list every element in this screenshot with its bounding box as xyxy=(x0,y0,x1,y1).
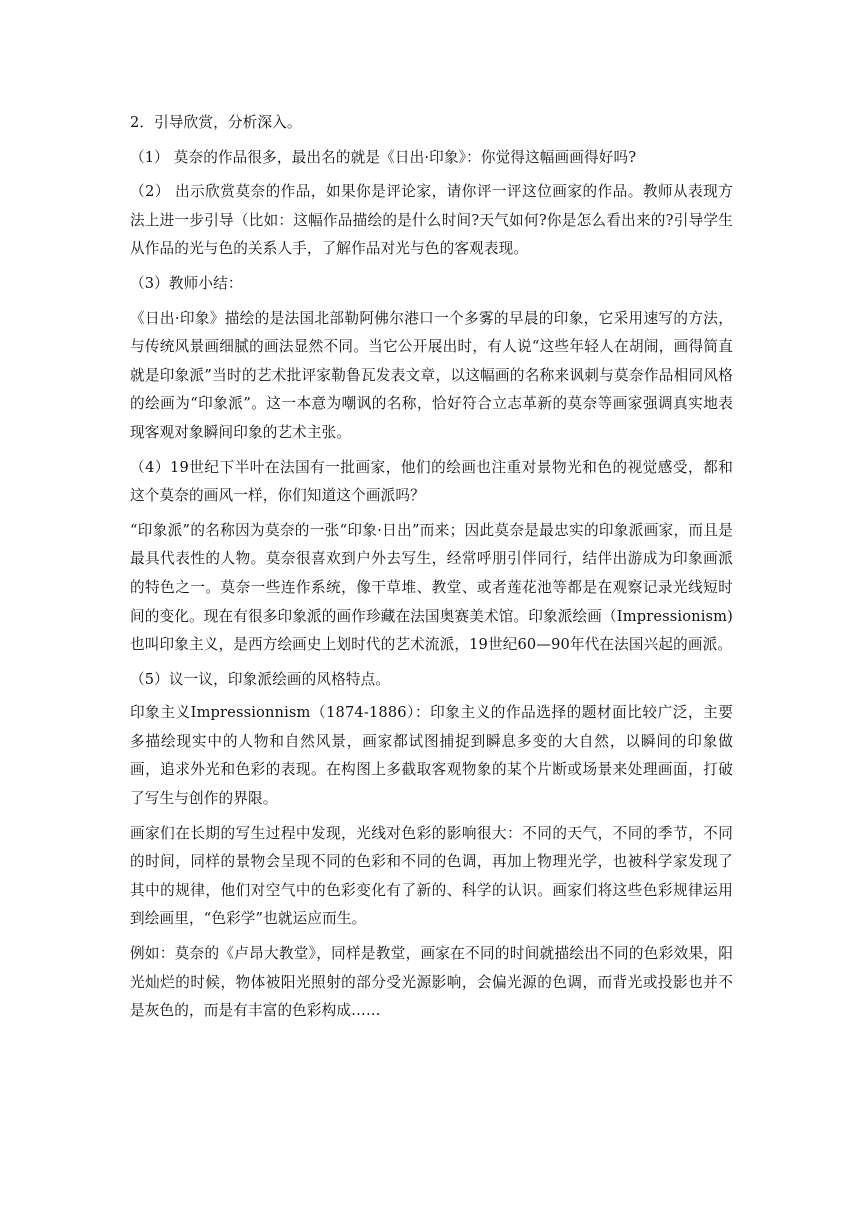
summary-paragraph: 《日出·印象》描绘的是法国北部勒阿佛尔港口一个多雾的早晨的印象，它采用速写的方法，与传统风景画细腻的画法显然不同。当它公开展出时，有人说“这些年轻人在胡闹，画得简直就是印象派”当时的艺术批评家勒鲁瓦发表文章，以这幅画的名称来讽刺与莫奈作品相同风格的绘画为“印象派”。这一本意为嘲讽的名称，恰好符合立志革新的莫奈等画家强调真实地表现客观对象瞬间印象的艺术主张。 xyxy=(130,309,733,441)
color-science-paragraph: 画家们在长期的写生过程中发现，光线对色彩的影响很大：不同的天气，不同的季节，不同的时间，同样的景物会呈现不同的色彩和不同的色调，再加上物理光学，也被科学家发现了其中的规律，他们对空气中的色彩变化有了新的、科学的认识。画家们将这些色彩规律运用到绘画里，“色彩学”也就运应而生。 xyxy=(130,824,733,928)
question-1: （1） 莫奈的作品很多，最出名的就是《日出·印象》：你觉得这幅画画得好吗? xyxy=(130,148,637,166)
section-heading-2: 2．引导欣赏，分析深入。 xyxy=(130,114,302,131)
question-5: （5）议一议，印象派绘画的风格特点。 xyxy=(130,670,391,688)
question-2: （2） 出示欣赏莫奈的作品，如果你是评论家，请你评一评这位画家的作品。教师从表现方法上进一步引导（比如：这幅作品描绘的是什么时间?天气如何?你是怎么看出来的?引导学生从作品的光与色的关系人手，了解作品对光与色的客观表现。 xyxy=(130,183,733,258)
impressionism-definition-paragraph: 印象主义Impressionnism（1874-1886）：印象主义的作品选择的题材面比较广泛，主要多描绘现实中的人物和自然风景，画家都试图捕捉到瞬息多变的大自然，以瞬间的印象做画，追求外光和色彩的表现。在构图上多截取客观物象的某个片断或场景来处理画面，打破了写生与创作的界限。 xyxy=(130,704,733,808)
rouen-cathedral-example-paragraph: 例如：莫奈的《卢昂大教堂》，同样是教堂，画家在不同的时间就描绘出不同的色彩效果，阳光灿烂的时候，物体被阳光照射的部分受光源影响，会偏光源的色调，而背光或投影也并不是灰色的，而是有丰富的色彩构成…… xyxy=(130,945,733,1020)
question-4: （4）19世纪下半叶在法国有一批画家，他们的绘画也注重对景物光和色的视觉感受，都和这个莫奈的画风一样，你们知道这个画派吗？ xyxy=(130,458,733,505)
impressionism-origin-paragraph: “印象派”的名称因为莫奈的一张“印象·日出”而来；因此莫奈是最忠实的印象派画家，而且是最具代表性的人物。莫奈很喜欢到户外去写生，经常呼朋引伴同行，结伴出游成为印象画派的特色之一。莫奈一些连作系统，像干草堆、教堂、或者莲花池等都是在观察记录光线短时间的变化。现在有很多印象派的画作珍藏在法国奥赛美术馆。印象派绘画（Impressionism)也叫印象主义，是西方绘画史上划时代的艺术流派，19世纪60—90年代在法国兴起的画派。 xyxy=(130,521,733,654)
document-body xyxy=(130,109,733,1032)
teacher-summary-heading: （3）教师小结： xyxy=(130,274,243,292)
